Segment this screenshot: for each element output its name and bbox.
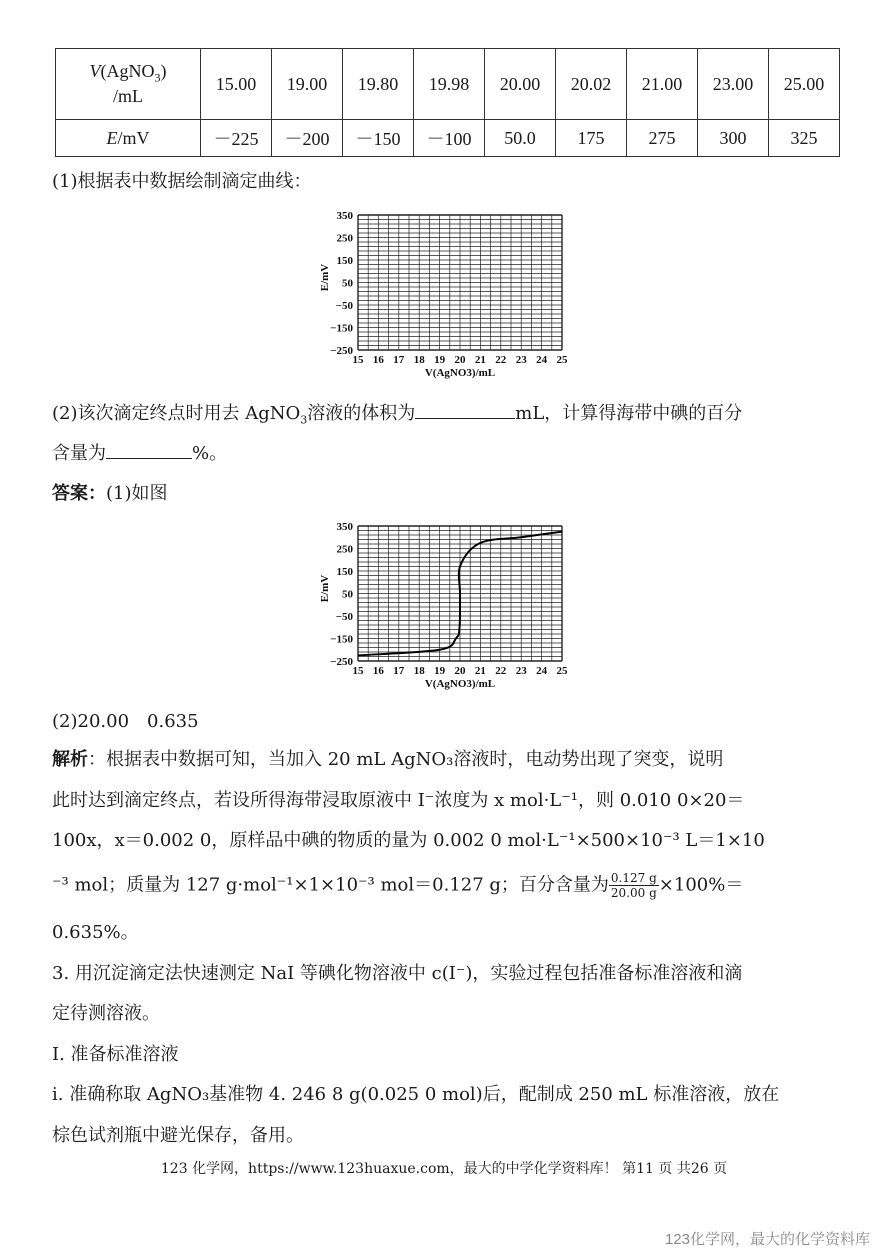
y-tick-label: −250 — [330, 345, 353, 357]
potential-cell: －225 — [201, 120, 272, 157]
potential-cell: －150 — [343, 120, 414, 157]
volume-cell: 15.00 — [201, 49, 272, 120]
potential-cell: 175 — [556, 120, 627, 157]
y-axis-label: E/mV — [319, 574, 331, 603]
fraction: $\frac{0.127 g}{20.00 g}$ — [610, 871, 657, 900]
potential-header: E/mV — [56, 120, 201, 157]
x-tick-label: 24 — [536, 665, 548, 677]
potential-cell: 275 — [627, 120, 698, 157]
y-tick-label: 50 — [342, 277, 353, 290]
question-3-line-2: 定待测溶液。 — [52, 1003, 160, 1024]
x-tick-label: 15 — [352, 665, 364, 677]
y-tick-label: −250 — [330, 656, 353, 668]
analysis-line-5: 0.635%。 — [52, 922, 139, 943]
y-tick-label: −50 — [335, 300, 353, 312]
question-3-line-1: 3. 用沉淀滴定法快速测定 NaI 等碘化物溶液中 c(I⁻)，实验过程包括准备标准溶液和滴 — [52, 963, 743, 984]
volume-cell: 25.00 — [769, 49, 840, 120]
volume-cell: 23.00 — [698, 49, 769, 120]
x-tick-label: 19 — [434, 665, 446, 677]
x-tick-label: 18 — [413, 665, 425, 677]
x-tick-label: 23 — [515, 354, 527, 366]
y-tick-label: −150 — [330, 322, 353, 335]
potential-cell: －200 — [272, 120, 343, 157]
y-tick-label: 150 — [336, 255, 353, 267]
volume-cell: 21.00 — [627, 49, 698, 120]
x-tick-label: 22 — [495, 665, 507, 677]
section-heading: I. 准备标准溶液 — [52, 1044, 179, 1065]
answer-2: (2)20.00 0.635 — [52, 711, 199, 732]
titration-data-table — [55, 48, 840, 157]
answer-blank-percent[interactable] — [106, 440, 192, 459]
x-tick-label: 25 — [556, 665, 568, 677]
x-axis-label: V(AgNO3)/mL — [424, 678, 496, 690]
table-row — [56, 120, 840, 157]
x-tick-label: 20 — [454, 354, 466, 366]
x-tick-label: 19 — [434, 354, 446, 366]
y-tick-label: 350 — [336, 210, 353, 222]
question-2-line-2: 含量为 %。 — [52, 440, 227, 466]
y-tick-label: −150 — [330, 633, 353, 646]
step-1-line-1: i. 准确称取 AgNO₃基准物 4. 246 8 g(0.025 0 mol)后，配制成 250 mL 标准溶液，放在 — [52, 1084, 780, 1105]
x-tick-label: 21 — [474, 354, 486, 366]
x-tick-label: 16 — [372, 665, 384, 677]
potential-cell: 50.0 — [485, 120, 556, 157]
blank-titration-chart — [300, 205, 590, 390]
volume-cell: 19.00 — [272, 49, 343, 120]
question-2-line-1: (2)该次滴定终点时用去 AgNO$_3$溶液的体积为 mL，计算得海带中碘的百分 — [52, 400, 742, 433]
x-tick-label: 18 — [413, 354, 425, 366]
answer-line: 答案：(1)如图 — [52, 483, 168, 504]
x-tick-label: 24 — [536, 354, 548, 366]
analysis-line-1: 解析：根据表中数据可知，当加入 20 mL AgNO₃溶液时，电动势出现了突变，说明 — [52, 749, 724, 770]
step-1-line-2: 棕色试剂瓶中避光保存，备用。 — [52, 1125, 304, 1146]
answer-titration-chart — [300, 516, 590, 701]
x-tick-label: 20 — [454, 665, 466, 677]
potential-cell: 325 — [769, 120, 840, 157]
y-tick-label: 150 — [336, 566, 353, 578]
x-tick-label: 25 — [556, 354, 568, 366]
question-1: (1)根据表中数据绘制滴定曲线： — [52, 171, 312, 192]
x-tick-label: 21 — [474, 665, 486, 677]
analysis-line-4: ⁻³ mol；质量为 127 g·mol⁻¹×1×10⁻³ mol＝0.127 g；百分含量为 $\frac{0.127 g}{20.00 g}$ ×100%＝ — [52, 871, 744, 900]
y-tick-label: 250 — [336, 543, 353, 556]
watermark-text: 123化学网，最大的化学资料库 — [664, 1231, 870, 1248]
y-tick-label: 50 — [342, 588, 353, 601]
x-tick-label: 15 — [352, 354, 364, 366]
volume-header: V(AgNO$_3$) /mL — [56, 49, 201, 120]
x-axis-label: V(AgNO3)/mL — [424, 367, 496, 379]
analysis-line-3: 100x，x＝0.002 0，原样品中碘的物质的量为 0.002 0 mol·L⁻¹×500×10⁻³ L＝1×10 — [52, 830, 765, 851]
analysis-line-2: 此时达到滴定终点，若设所得海带浸取原液中 I⁻浓度为 x mol·L⁻¹，则 0.010 0×20＝ — [52, 790, 745, 811]
volume-cell: 19.98 — [414, 49, 485, 120]
x-tick-label: 17 — [393, 354, 405, 366]
answer-blank-volume[interactable] — [415, 400, 515, 419]
x-tick-label: 16 — [372, 354, 384, 366]
y-tick-label: 350 — [336, 521, 353, 533]
y-tick-label: −50 — [335, 611, 353, 623]
page-footer: 123 化学网，https://www.123huaxue.com，最大的中学化学资料库！ 第11 页 共26 页 — [160, 1161, 728, 1177]
potential-cell: －100 — [414, 120, 485, 157]
volume-cell: 20.00 — [485, 49, 556, 120]
y-axis-label: E/mV — [319, 263, 331, 292]
x-tick-label: 23 — [515, 665, 527, 677]
volume-cell: 20.02 — [556, 49, 627, 120]
x-tick-label: 17 — [393, 665, 405, 677]
potential-cell: 300 — [698, 120, 769, 157]
table-row — [56, 49, 840, 120]
y-tick-label: 250 — [336, 232, 353, 245]
volume-cell: 19.80 — [343, 49, 414, 120]
x-tick-label: 22 — [495, 354, 507, 366]
